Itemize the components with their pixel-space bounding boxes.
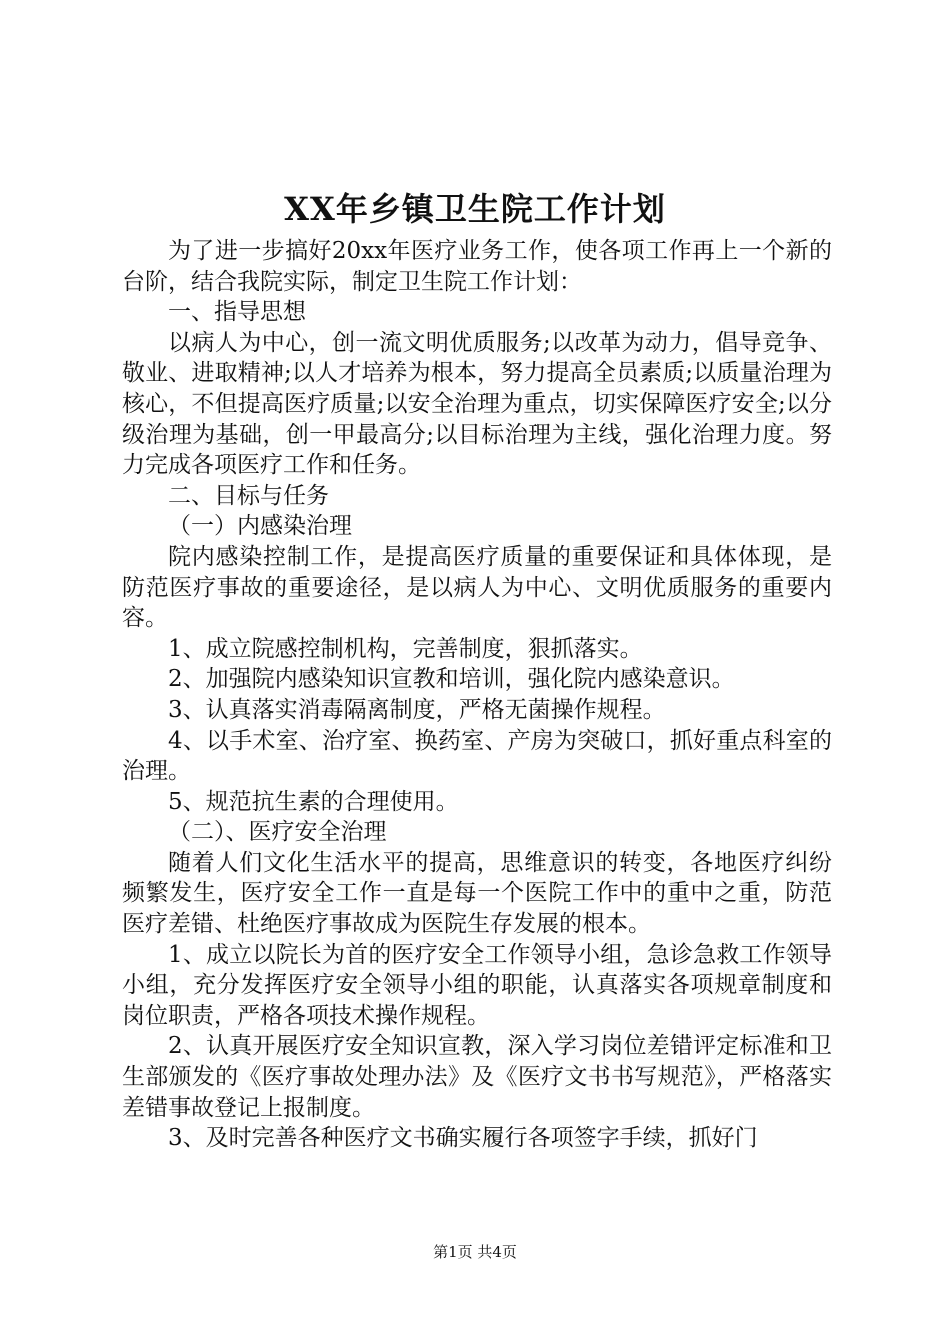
paragraph-guiding-thought: 以病人为中心，创一流文明优质服务;以改革为动力，倡导竞争、敬业、进取精神;以人才培养为根本，努力提高全员素质;以质量治理为核心，不但提高医疗质量;以安全治理为重点，切实保障医疗安全;以分级治理为基础，创一甲最高分;以目标治理为主线，强化治理力度。努力完成各项医疗工作和任务。	[122, 329, 832, 479]
document-title: XX年乡镇卫生院工作计划	[284, 190, 666, 228]
list-item: 1、成立以院长为首的医疗安全工作领导小组，急诊急救工作领导小组，充分发挥医疗安全领导小组的职能，认真落实各项规章制度和岗位职责，严格各项技术操作规程。	[122, 941, 832, 1029]
list-item: 2、认真开展医疗安全知识宣教，深入学习岗位差错评定标准和卫生部颁发的《医疗事故处理办法》及《医疗文书书写规范》，严格落实差错事故登记上报制度。	[122, 1033, 832, 1121]
heading-guiding-thought: 一、指导思想	[168, 299, 306, 326]
list-item: 1、成立院感控制机构，完善制度，狠抓落实。	[168, 635, 643, 662]
paragraph-intro: 为了进一步搞好20xx年医疗业务工作，使各项工作再上一个新的台阶，结合我院实际，制定卫生院工作计划：	[122, 238, 832, 295]
list-item: 3、认真落实消毒隔离制度，严格无菌操作规程。	[168, 696, 666, 723]
list-item: 4、以手术室、治疗室、换药室、产房为突破口，抓好重点科室的治理。	[122, 727, 832, 785]
subheading-medical-safety: （二）、医疗安全治理	[168, 819, 387, 846]
list-item: 5、规范抗生素的合理使用。	[168, 788, 459, 815]
subheading-infection-control: （一）内感染治理	[168, 513, 352, 540]
document-body	[122, 236, 832, 1154]
page-number-footer: 第1页 共4页	[433, 1243, 517, 1261]
paragraph-infection-control: 院内感染控制工作，是提高医疗质量的重要保证和具体体现，是防范医疗事故的重要途径，是以病人为中心、文明优质服务的重要内容。	[122, 543, 832, 632]
list-item: 3、及时完善各种医疗文书确实履行各项签字手续，抓好门	[168, 1125, 758, 1152]
paragraph-medical-safety: 随着人们文化生活水平的提高，思维意识的转变，各地医疗纠纷频繁发生，医疗安全工作一直是每一个医院工作中的重中之重，防范医疗差错、杜绝医疗事故成为医院生存发展的根本。	[122, 849, 832, 938]
heading-goals-tasks: 二、目标与任务	[168, 482, 329, 509]
list-item: 2、加强院内感染知识宣教和培训，强化院内感染意识。	[168, 666, 735, 693]
